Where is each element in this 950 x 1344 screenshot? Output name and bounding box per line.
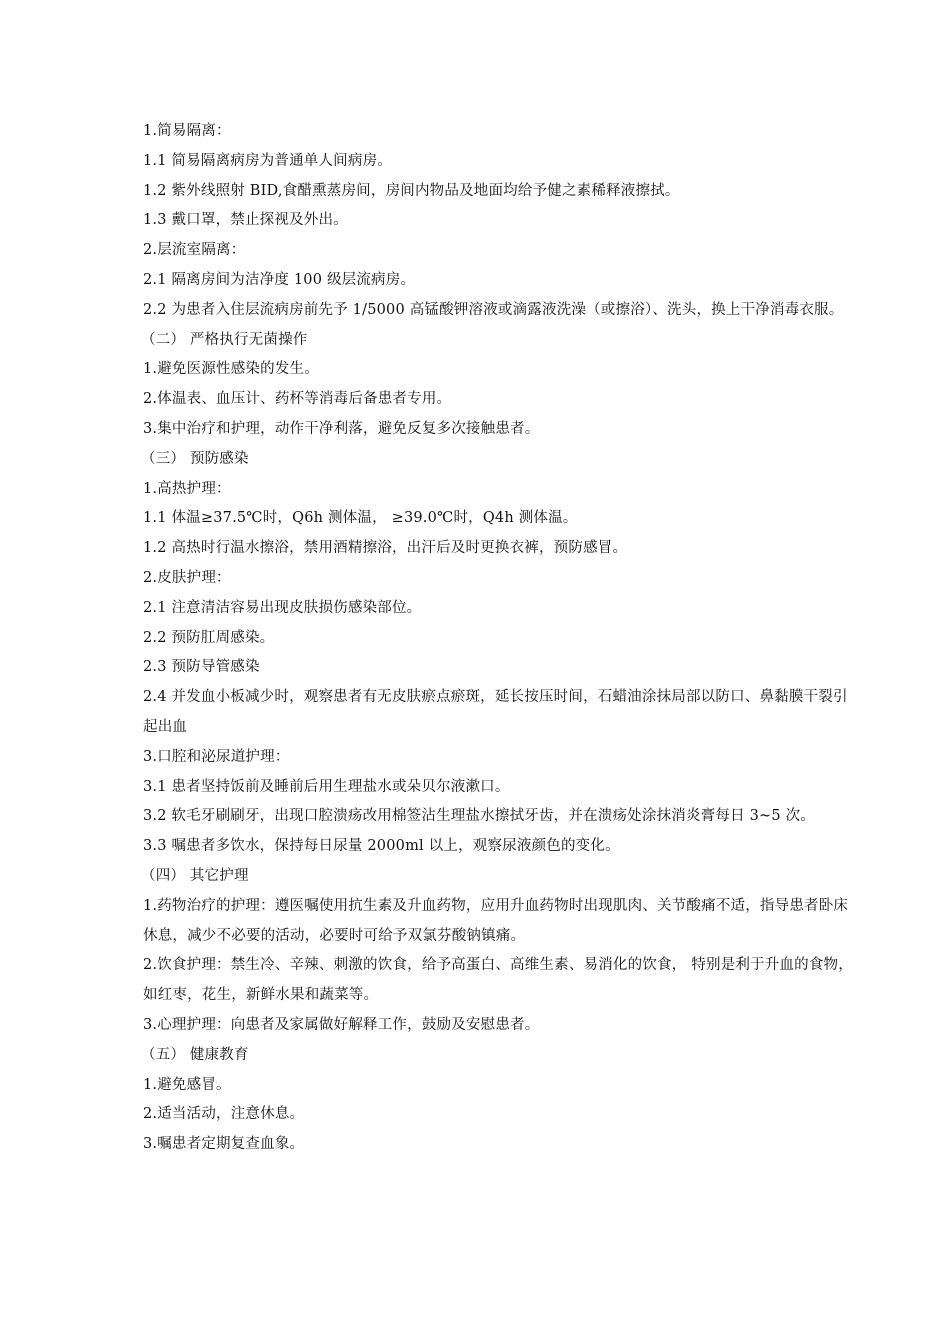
- text-line: 1.2 紫外线照射 BID,食醋熏蒸房间，房间内物品及地面均给予健之素稀释液擦拭。: [143, 182, 680, 199]
- section-heading: （二） 严格执行无菌操作: [141, 331, 308, 348]
- text-line: 3.嘱患者定期复查血象。: [143, 1136, 305, 1153]
- section-heading: （五） 健康教育: [141, 1046, 249, 1063]
- text-line: 3.1 患者坚持饭前及睡前后用生理盐水或朵贝尔液漱口。: [143, 778, 510, 795]
- section-heading: （四） 其它护理: [141, 867, 249, 884]
- text-line: 1.药物治疗的护理：遵医嘱使用抗生素及升血药物，应用升血药物时出现肌肉、关节酸痛不适，指导患者卧床休息，减少不必要的活动，必要时可给予双氯芬酸钠镇痛。: [143, 897, 849, 944]
- text-line: 1.1 简易隔离病房为普通单人间病房。: [143, 152, 392, 169]
- text-line: 2.3 预防导管感染: [143, 659, 260, 676]
- text-line: 3.心理护理：向患者及家属做好解释工作，鼓励及安慰患者。: [143, 1016, 540, 1033]
- text-line: 2.层流室隔离：: [143, 242, 246, 259]
- text-line: 3.口腔和泌尿道护理：: [143, 748, 290, 765]
- text-line: 1.高热护理：: [143, 480, 231, 497]
- text-line: 2.4 并发血小板减少时，观察患者有无皮肤瘀点瘀斑，延长按压时间，石蜡油涂抹局部以防口、鼻黏膜干裂引起出血: [143, 689, 848, 735]
- text-line: 2.皮肤护理：: [143, 569, 231, 586]
- text-line: 2.适当活动，注意休息。: [143, 1106, 305, 1123]
- text-line: 3.2 软毛牙刷刷牙，出现口腔溃疡改用棉签沾生理盐水擦拭牙齿，并在溃疡处涂抹消炎膏每日 3~5 次。: [143, 808, 815, 825]
- text-line: 3.集中治疗和护理，动作干净利落，避免反复多次接触患者。: [143, 420, 540, 437]
- text-line: 2.2 为患者入住层流病房前先予 1/5000 高锰酸钾溶液或滴露液洗澡（或擦浴）、洗头，换上干净消毒衣服。: [143, 301, 844, 318]
- text-line: 1.3 戴口罩，禁止探视及外出。: [143, 212, 348, 229]
- text-line: 2.1 隔离房间为洁净度 100 级层流病房。: [143, 271, 416, 288]
- text-line: 1.2 高热时行温水擦浴，禁用酒精擦浴，出汗后及时更换衣裤，预防感冒。: [143, 540, 628, 557]
- text-line: 3.3 嘱患者多饮水，保持每日尿量 2000ml 以上，观察尿液颜色的变化。: [143, 838, 620, 855]
- text-line: 1.避免医源性感染的发生。: [143, 361, 319, 378]
- section-heading: （三） 预防感染: [141, 450, 249, 467]
- text-line: 1.1 体温≥37.5℃时，Q6h 测体温， ≥39.0℃时，Q4h 测体温。: [143, 510, 578, 527]
- document-body: [143, 117, 853, 1160]
- text-line: 2.1 注意清洁容易出现皮肤损伤感染部位。: [143, 599, 422, 616]
- text-line: 2.体温表、血压计、药杯等消毒后备患者专用。: [143, 391, 452, 408]
- text-line: 1.简易隔离：: [143, 123, 231, 139]
- text-line: 2.饮食护理：禁生冷、辛辣、刺激的饮食，给予高蛋白、高维生素、易消化的饮食， 特别是利于升血的食物，如红枣，花生，新鲜水果和蔬菜等。: [143, 957, 853, 1004]
- text-line: 2.2 预防肛周感染。: [143, 629, 275, 646]
- text-line: 1.避免感冒。: [143, 1076, 231, 1093]
